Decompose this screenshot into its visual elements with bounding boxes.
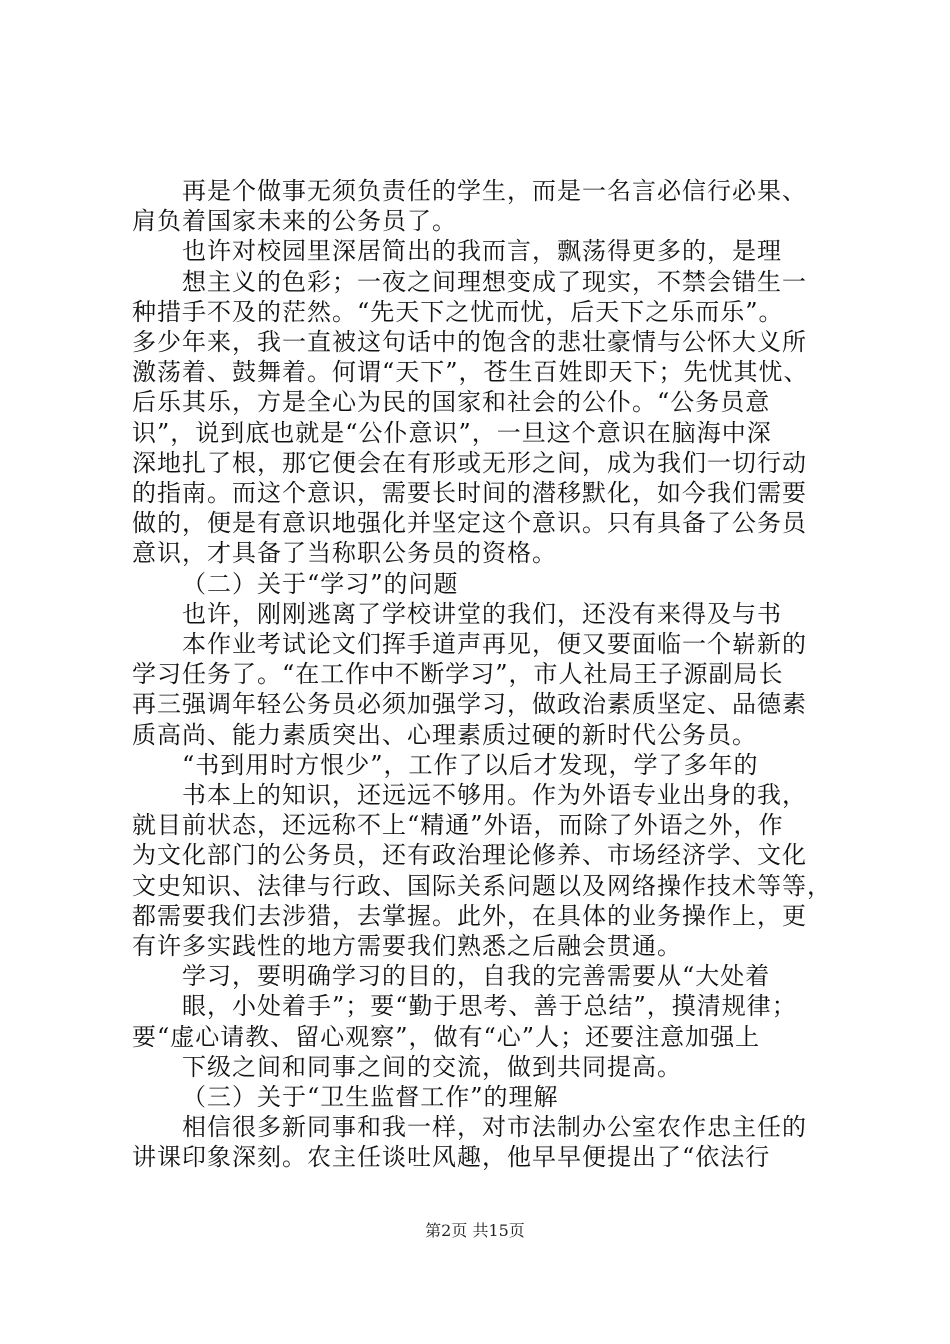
text-line: 要“虚心请教、留心观察”，做有“心”人；还要注意加强上	[132, 1022, 761, 1051]
text-line: 再是个做事无须负责任的学生，而是一名言必信行必果、	[182, 177, 807, 205]
text-line: 讲课印象深刻。农主任谈吐风趣，他早早便提出了“依法行	[132, 1143, 771, 1172]
section-heading: （三）关于“卫生监督工作”的理解	[182, 1083, 559, 1111]
text-line: “书到用时方恨少”，工作了以后才发现，学了多年的	[182, 750, 759, 779]
text-line: 种措手不及的茫然。“先天下之忧而忧，后天下之乐而乐”。	[132, 297, 784, 326]
text-line: 为文化部门的公务员，还有政治理论修养、市场经济学、文化	[132, 841, 807, 870]
text-line: 书本上的知识，还远远不够用。作为外语专业出身的我，	[182, 781, 807, 809]
text-line: 后乐其乐，方是全心为民的国家和社会的公仆。“公务员意	[132, 388, 771, 417]
text-line: 识”，说到底也就是“公仆意识”，一旦这个意识在脑海中深	[132, 418, 772, 447]
text-line: 深地扎了根，那它便会在有形或无形之间，成为我们一切行动	[132, 448, 807, 477]
text-line: 的指南。而这个意识，需要长时间的潜移默化，如今我们需要	[132, 479, 807, 507]
text-line: 想主义的色彩；一夜之间理想变成了现实，不禁会错生一	[182, 267, 807, 296]
text-line: 肩负着国家未来的公务员了。	[132, 207, 457, 236]
text-line: 文史知识、法律与行政、国际关系问题以及网络操作技术等等，	[132, 871, 832, 900]
text-line: 相信很多新同事和我一样，对市法制办公室农作忠主任的	[182, 1113, 807, 1142]
text-line: 就目前状态，还远称不上“精通”外语，而除了外语之外，作	[132, 811, 784, 840]
text-line: 质高尚、能力素质突出、心理素质过硬的新时代公务员。	[132, 720, 757, 749]
page-footer: 第2页 共15页	[425, 1221, 525, 1240]
text-line: 也许对校园里深居简出的我而言，飘荡得更多的，是理	[182, 237, 782, 266]
text-line: 激荡着、鼓舞着。何谓“天下”，苍生百姓即天下；先忧其忧、	[132, 358, 809, 387]
text-line: 都需要我们去涉猎，去掌握。此外，在具体的业务操作上，更	[132, 901, 807, 930]
text-line: 做的，便是有意识地强化并坚定这个意识。只有具备了公务员	[132, 509, 807, 538]
section-heading: （二）关于“学习”的问题	[182, 569, 459, 598]
text-line: 有许多实践性的地方需要我们熟悉之后融会贯通。	[132, 932, 682, 960]
text-line: 多少年来，我一直被这句话中的饱含的悲壮豪情与公怀大义所	[132, 328, 807, 356]
text-line: 学习任务了。“在工作中不断学习”，市人社局王子源副局长	[132, 660, 784, 689]
text-line: 意识，才具备了当称职公务员的资格。	[132, 539, 557, 568]
text-line: 也许，刚刚逃离了学校讲堂的我们，还没有来得及与书	[182, 599, 782, 628]
text-line: 本作业考试论文们挥手道声再见，便又要面临一个崭新的	[182, 630, 807, 658]
text-line: 眼，小处着手”；要“勤于思考、善于总结”，摸清规律；	[182, 992, 797, 1021]
text-line: 下级之间和同事之间的交流，做到共同提高。	[182, 1052, 682, 1081]
text-line: 学习，要明确学习的目的，自我的完善需要从“大处着	[182, 962, 771, 991]
text-line: 再三强调年轻公务员必须加强学习，做政治素质坚定、品德素	[132, 690, 807, 719]
